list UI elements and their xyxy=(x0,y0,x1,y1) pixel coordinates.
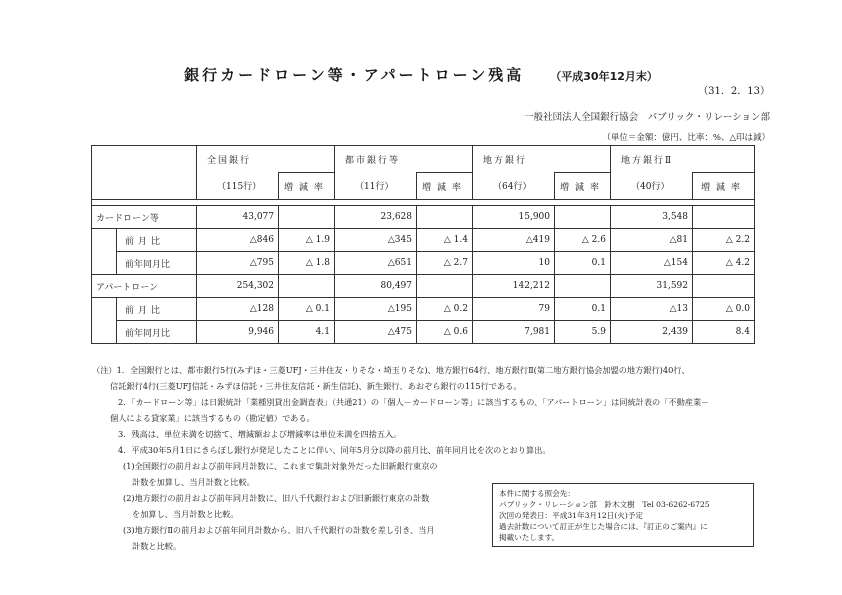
table-cell xyxy=(417,206,473,229)
rate-header: 増減率 xyxy=(555,173,611,200)
note-line: 3．残高は、単位未満を切捨て、増減額および増減率は単位未満を四捨五入。 xyxy=(118,429,402,439)
table-cell: △ 0.0 xyxy=(693,298,755,321)
table-cell: 142,212 xyxy=(473,275,555,298)
table-cell: 43,077 xyxy=(197,206,279,229)
table-cell: 80,497 xyxy=(335,275,417,298)
table-cell: 5.9 xyxy=(555,321,611,344)
table-cell: △651 xyxy=(335,252,417,275)
note-line: （注）1．全国銀行とは、都市銀行5行(みずほ・三菱UFJ・三井住友・りそな・埼玉りそな)、地方銀行64行、地方銀行Ⅱ(第二地方銀行協会加盟の地方銀行)40行、 xyxy=(92,365,690,375)
rate-header: 増減率 xyxy=(279,173,335,200)
table-cell: 254,302 xyxy=(197,275,279,298)
group-header: 地方銀行 xyxy=(473,146,555,173)
bank-count: （115行） xyxy=(197,173,279,200)
table-cell xyxy=(279,275,335,298)
table-cell: △ 2.6 xyxy=(555,229,611,252)
table-cell: △81 xyxy=(611,229,693,252)
note-line: 計数を加算し、当月計数と比較。 xyxy=(132,477,255,487)
table-cell: 7,981 xyxy=(473,321,555,344)
table-cell: △419 xyxy=(473,229,555,252)
table-row xyxy=(92,321,755,344)
bank-count: （40行） xyxy=(611,173,693,200)
table-cell: 2,439 xyxy=(611,321,693,344)
title-main: 銀行カードローン等・アパートローン残高 xyxy=(184,66,525,84)
table-cell: △ 2.7 xyxy=(417,252,473,275)
note-line: (3)地方銀行Ⅱの前月および前年同月計数から、旧八千代銀行の計数を差し引き、当月 xyxy=(123,525,435,535)
row-label: 前月比 xyxy=(117,229,197,252)
bank-count: （11行） xyxy=(335,173,417,200)
row-label: 前年同月比 xyxy=(117,252,197,275)
table-cell: △475 xyxy=(335,321,417,344)
table-cell: 31,592 xyxy=(611,275,693,298)
table-cell: 23,628 xyxy=(335,206,417,229)
group-header: 全国銀行 xyxy=(197,146,279,173)
table-cell: 15,900 xyxy=(473,206,555,229)
table-cell: △345 xyxy=(335,229,417,252)
title-period: （平成30年12月末） xyxy=(550,70,658,83)
table-cell: 0.1 xyxy=(555,252,611,275)
group-header: 都市銀行等 xyxy=(335,146,417,173)
note-line: 個人による貸家業」に該当するもの（勘定値）である。 xyxy=(110,413,315,423)
table-cell xyxy=(417,275,473,298)
table-cell: △ 1.9 xyxy=(279,229,335,252)
note-line: 計数と比較。 xyxy=(132,541,182,551)
contact-line: パブリック・リレーション部 鈴木文樹 Tel 03-6262-6725 xyxy=(499,500,710,509)
row-label: 前月比 xyxy=(117,298,197,321)
table-cell xyxy=(693,206,755,229)
unit-note: （単位＝金額：億円、比率：%、△印は減） xyxy=(602,133,770,143)
table-cell: △ 1.8 xyxy=(279,252,335,275)
table-cell: △195 xyxy=(335,298,417,321)
table-cell: △ 1.4 xyxy=(417,229,473,252)
note-line: 信託銀行4行(三菱UFJ信託・みずほ信託・三井住友信託・新生信託)、新生銀行、あおぞら銀行の115行である。 xyxy=(110,381,522,391)
table-row xyxy=(92,206,755,229)
table-cell xyxy=(555,275,611,298)
organization-name: 一般社団法人全国銀行協会 パブリック・リレーション部 xyxy=(524,112,770,123)
table-cell: △ 0.6 xyxy=(417,321,473,344)
table-cell: △ 2.2 xyxy=(693,229,755,252)
table-cell: △795 xyxy=(197,252,279,275)
balance-table xyxy=(91,145,755,344)
table-cell: △ 0.2 xyxy=(417,298,473,321)
table-row xyxy=(92,229,755,252)
table-cell: △ 4.2 xyxy=(693,252,755,275)
contact-box xyxy=(492,483,754,547)
contact-line: 次回の発表日：平成31年3月12日(火)予定 xyxy=(499,511,643,520)
table-cell: △ 0.1 xyxy=(279,298,335,321)
table-cell: 3,548 xyxy=(611,206,693,229)
table-cell: 10 xyxy=(473,252,555,275)
table-cell: △13 xyxy=(611,298,693,321)
table-cell: 4.1 xyxy=(279,321,335,344)
note-line: (2)地方銀行の前月および前年同月計数に、旧八千代銀行および旧新銀行東京の計数 xyxy=(123,493,430,503)
note-line: (1)全国銀行の前月および前年同月計数に、これまで集計対象外だった旧新銀行東京の xyxy=(123,461,438,471)
table-cell xyxy=(279,206,335,229)
note-line: を加算し、当月計数と比較。 xyxy=(132,509,239,519)
contact-line: 本件に関する照会先： xyxy=(499,489,575,498)
table-cell xyxy=(693,275,755,298)
table-cell: 9,946 xyxy=(197,321,279,344)
table-cell: △846 xyxy=(197,229,279,252)
rate-header: 増減率 xyxy=(417,173,473,200)
row-label: カードローン等 xyxy=(92,206,197,229)
table-row xyxy=(92,298,755,321)
contact-line: 掲載いたします。 xyxy=(499,533,560,542)
release-date: （31．2．13） xyxy=(698,86,770,97)
note-line: 2．「カードローン等」は日銀統計「業種別貸出金調査表」（共通21）の「個人－カードローン等」に該当するもの、「アパートローン」は同統計表の「不動産業－ xyxy=(118,397,710,407)
table-cell: 79 xyxy=(473,298,555,321)
rate-header: 増減率 xyxy=(693,173,755,200)
row-label: 前年同月比 xyxy=(117,321,197,344)
table-cell: △128 xyxy=(197,298,279,321)
table-cell: 0.1 xyxy=(555,298,611,321)
group-header: 地方銀行Ⅱ xyxy=(611,146,693,173)
contact-line: 過去計数について訂正が生じた場合には、『訂正のご案内』に xyxy=(499,522,708,531)
note-line: 4．平成30年5月1日にきらぼし銀行が発足したことに伴い、同年5月分以降の前月比、前年同月比を次のとおり算出。 xyxy=(118,445,551,455)
corner-cell xyxy=(92,146,117,173)
table-cell: 8.4 xyxy=(693,321,755,344)
table-cell: △154 xyxy=(611,252,693,275)
table-cell xyxy=(555,206,611,229)
row-label: アパートローン xyxy=(92,275,197,298)
table-row xyxy=(92,275,755,298)
bank-count: （64行） xyxy=(473,173,555,200)
table-row xyxy=(92,252,755,275)
